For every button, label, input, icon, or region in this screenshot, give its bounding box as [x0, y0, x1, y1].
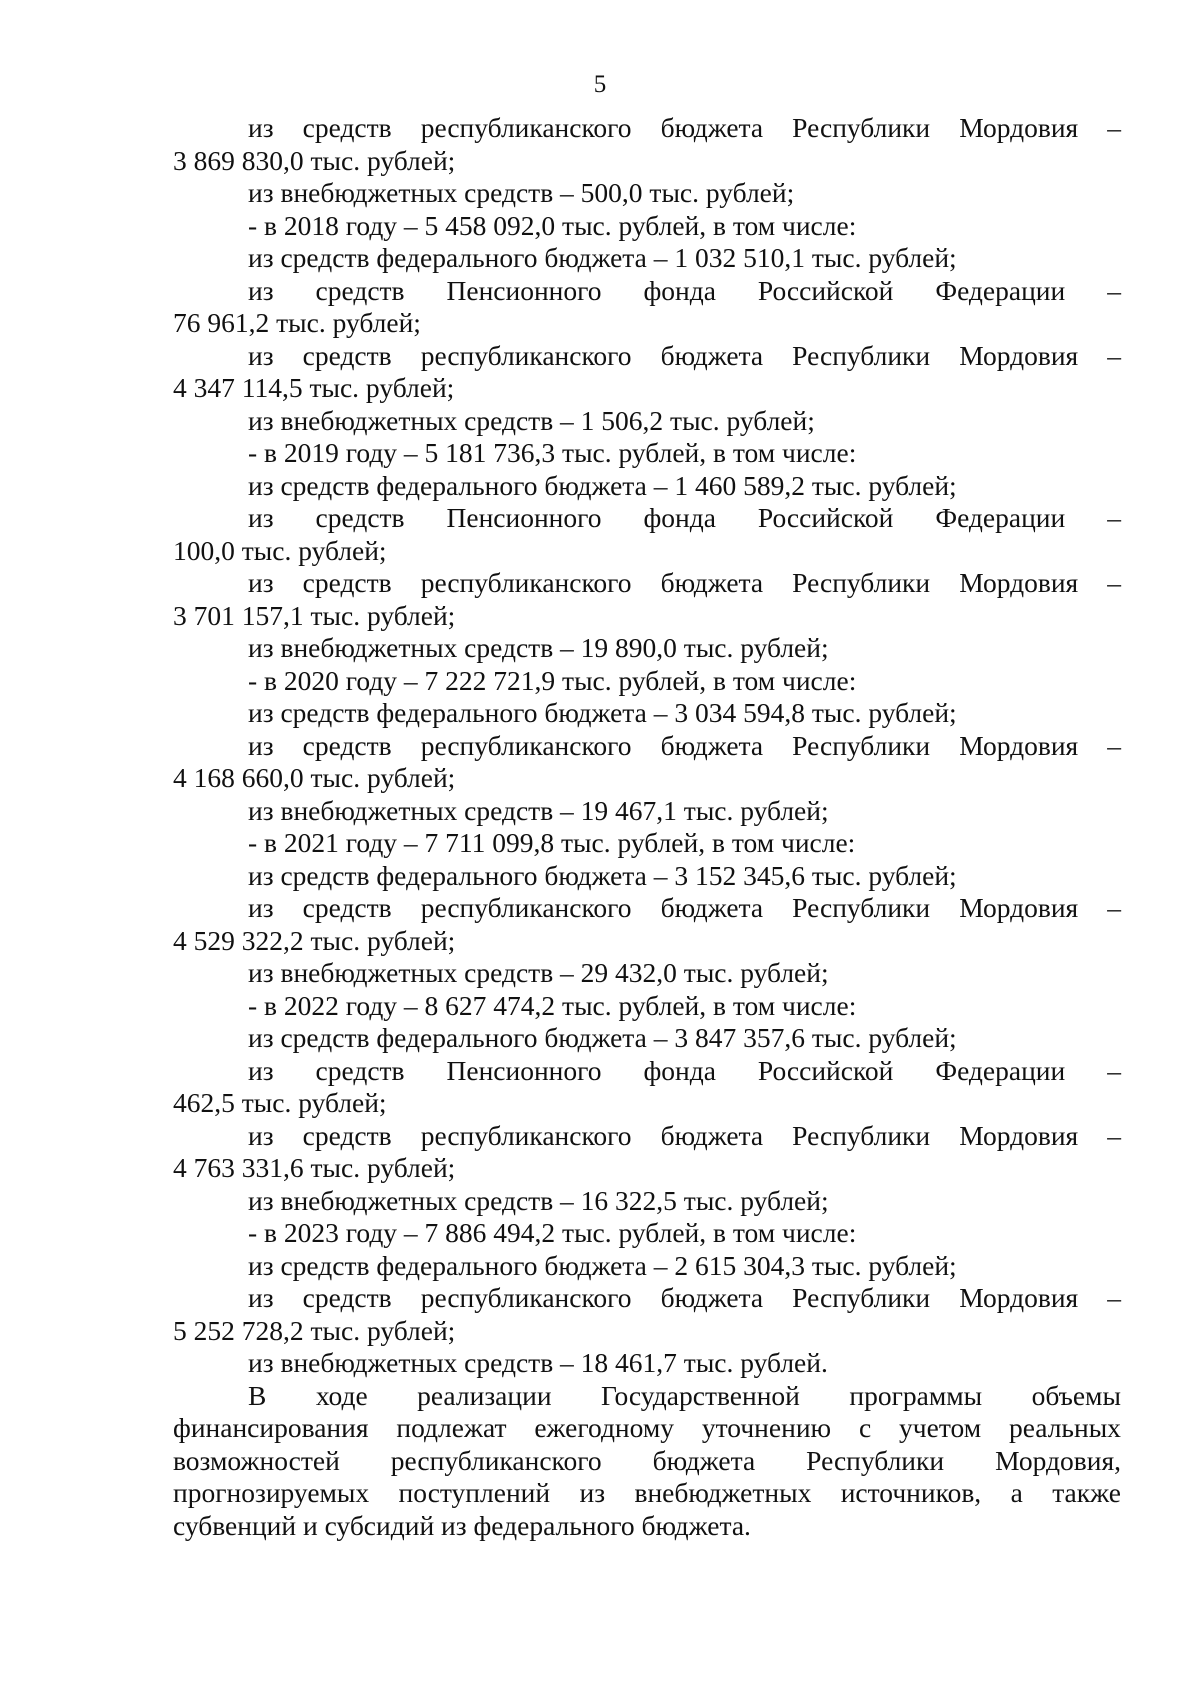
line-word: возможностей: [173, 1444, 340, 1476]
line-text: 76 961,2 тыс. рублей;: [173, 307, 421, 338]
line-word: подлежат: [396, 1412, 507, 1443]
text-line: [173, 665, 1121, 698]
line-text: - в 2023 году – 7 886 494,2 тыс. рублей, в том числе:: [248, 1217, 857, 1248]
line-word: средств: [302, 567, 392, 598]
line-word: –: [1107, 892, 1121, 923]
line-word: фонда: [643, 274, 716, 306]
line-text: 100,0 тыс. рублей;: [173, 534, 387, 566]
text-line: [173, 730, 1121, 763]
line-text: из внебюджетных средств – 29 432,0 тыс. рублей;: [248, 957, 829, 988]
line-text: 4 529 322,2 тыс. рублей;: [173, 924, 456, 956]
text-line: [173, 1315, 1121, 1348]
line-word: средств: [315, 502, 405, 533]
line-word: –: [1107, 1119, 1121, 1151]
line-word: из: [248, 729, 274, 761]
line-word: Мордовия: [959, 567, 1079, 598]
line-word: реализации: [417, 1379, 552, 1411]
line-text: 3 701 157,1 тыс. рублей;: [173, 599, 456, 631]
line-word: из: [248, 1054, 274, 1086]
line-word: Федерации: [935, 502, 1066, 533]
text-line: [173, 1217, 1121, 1250]
line-text: из внебюджетных средств – 500,0 тыс. рублей;: [248, 177, 795, 208]
line-word: –: [1107, 502, 1121, 533]
text-line: [173, 307, 1121, 340]
line-word: из: [248, 339, 274, 371]
line-word: из: [248, 274, 274, 306]
text-line: [173, 957, 1121, 990]
line-word: финансирования: [173, 1412, 369, 1443]
line-word: средств: [315, 1054, 405, 1086]
line-word: –: [1107, 1282, 1121, 1313]
text-line: [173, 340, 1121, 373]
text-line: [173, 1347, 1121, 1380]
text-line: [173, 145, 1121, 178]
line-word: республиканского: [420, 567, 632, 598]
line-word: –: [1107, 729, 1121, 761]
line-word: Республики: [792, 112, 931, 143]
line-word: средств: [302, 112, 392, 143]
line-word: объемы: [1031, 1379, 1121, 1411]
line-text: - в 2021 году – 7 711 099,8 тыс. рублей, в том числе:: [248, 827, 856, 858]
line-word: из: [248, 892, 274, 923]
line-word: В: [248, 1379, 267, 1411]
line-word: фонда: [643, 502, 716, 533]
line-word: из: [248, 567, 274, 598]
line-word: прогнозируемых: [173, 1477, 370, 1508]
line-word: –: [1107, 1054, 1121, 1086]
text-line: [173, 860, 1121, 893]
text-line: [173, 502, 1121, 535]
line-word: из: [248, 1119, 274, 1151]
line-text: из внебюджетных средств – 1 506,2 тыс. рублей;: [248, 404, 815, 436]
line-word: средств: [302, 339, 392, 371]
text-line: [173, 1380, 1121, 1413]
text-line: [173, 535, 1121, 568]
line-word: Мордовия: [959, 729, 1079, 761]
line-text: из внебюджетных средств – 18 461,7 тыс. рублей.: [248, 1347, 828, 1378]
line-word: из: [248, 502, 274, 533]
line-word: ежегодному: [534, 1412, 675, 1443]
line-word: поступлений: [398, 1477, 551, 1508]
line-text: 4 347 114,5 тыс. рублей;: [173, 372, 455, 403]
line-word: Российской: [757, 1054, 894, 1086]
text-line: [173, 600, 1121, 633]
line-word: бюджета: [660, 1282, 764, 1313]
line-word: из: [248, 1282, 274, 1313]
line-word: –: [1107, 339, 1121, 371]
line-word: Пенсионного: [446, 274, 602, 306]
text-line: [173, 112, 1121, 145]
text-line: [173, 795, 1121, 828]
line-word: средств: [302, 1119, 392, 1151]
line-word: Пенсионного: [446, 1054, 602, 1086]
line-word: Мордовия: [959, 339, 1079, 371]
line-text: 4 763 331,6 тыс. рублей;: [173, 1152, 456, 1183]
text-line: [173, 210, 1121, 243]
line-text: из внебюджетных средств – 19 890,0 тыс. рублей;: [248, 632, 829, 663]
line-word: Республики: [792, 1282, 931, 1313]
text-line: [173, 1055, 1121, 1088]
line-word: средств: [302, 1282, 392, 1313]
line-text: из средств федерального бюджета – 3 847 357,6 тыс. рублей;: [248, 1022, 957, 1053]
text-line: [173, 1022, 1121, 1055]
text-line: [173, 1282, 1121, 1315]
line-word: Пенсионного: [446, 502, 602, 533]
text-line: [173, 697, 1121, 730]
line-word: республиканского: [420, 339, 632, 371]
line-word: Республики: [792, 892, 931, 923]
text-line: [173, 925, 1121, 958]
line-word: Республики: [792, 729, 931, 761]
line-word: республиканского: [390, 1444, 602, 1476]
line-word: учетом: [899, 1412, 982, 1443]
line-text: 5 252 728,2 тыс. рублей;: [173, 1314, 456, 1346]
text-line: [173, 1120, 1121, 1153]
line-word: средств: [302, 892, 392, 923]
text-line: [173, 470, 1121, 503]
text-line: [173, 1185, 1121, 1218]
text-line: [173, 567, 1121, 600]
line-word: Республики: [806, 1444, 945, 1476]
text-line: [173, 762, 1121, 795]
line-word: республиканского: [420, 729, 632, 761]
text-line: [173, 372, 1121, 405]
line-word: из: [579, 1477, 606, 1508]
line-word: республиканского: [420, 892, 632, 923]
text-line: [173, 437, 1121, 470]
text-line: [173, 275, 1121, 308]
line-text: - в 2022 году – 8 627 474,2 тыс. рублей, в том числе:: [248, 989, 857, 1021]
text-line: [173, 405, 1121, 438]
line-word: –: [1107, 567, 1121, 598]
line-word: Республики: [792, 1119, 931, 1151]
line-word: Российской: [757, 274, 894, 306]
line-word: –: [1107, 274, 1121, 306]
document-body: [173, 112, 1121, 1542]
text-line: [173, 1250, 1121, 1283]
line-word: Мордовия: [959, 892, 1079, 923]
line-word: также: [1052, 1477, 1121, 1508]
line-text: из внебюджетных средств – 16 322,5 тыс. рублей;: [248, 1184, 829, 1216]
text-line: [173, 632, 1121, 665]
line-text: - в 2020 году – 7 222 721,9 тыс. рублей, в том числе:: [248, 664, 857, 696]
text-line: [173, 1412, 1121, 1445]
line-text: - в 2019 году – 5 181 736,3 тыс. рублей, в том числе:: [248, 437, 857, 468]
line-word: источников,: [840, 1477, 982, 1508]
line-word: Государственной: [601, 1379, 800, 1411]
line-word: внебюджетных: [634, 1477, 812, 1508]
line-word: Федерации: [935, 274, 1066, 306]
page-number: 5: [593, 71, 607, 98]
line-text: из средств федерального бюджета – 3 034 594,8 тыс. рублей;: [248, 697, 957, 728]
text-line: [173, 990, 1121, 1023]
line-word: республиканского: [420, 1119, 632, 1151]
line-word: республиканского: [420, 1282, 632, 1313]
line-text: 3 869 830,0 тыс. рублей;: [173, 144, 456, 176]
text-line: [173, 177, 1121, 210]
line-word: а: [1010, 1477, 1023, 1508]
line-word: Мордовия: [959, 112, 1079, 143]
line-word: бюджета: [660, 112, 764, 143]
line-word: программы: [849, 1379, 983, 1411]
line-word: Республики: [792, 339, 931, 371]
line-word: Мордовия: [959, 1119, 1079, 1151]
line-text: из средств федерального бюджета – 3 152 345,6 тыс. рублей;: [248, 859, 957, 891]
text-line: [173, 1152, 1121, 1185]
line-word: с: [858, 1412, 872, 1443]
line-word: Мордовия: [959, 1282, 1079, 1313]
text-line: [173, 242, 1121, 275]
line-text: - в 2018 году – 5 458 092,0 тыс. рублей, в том числе:: [248, 209, 857, 241]
text-line: [173, 892, 1121, 925]
line-word: фонда: [643, 1054, 716, 1086]
text-line: [173, 1477, 1121, 1510]
line-text: 4 168 660,0 тыс. рублей;: [173, 762, 456, 793]
line-text: из средств федерального бюджета – 1 032 510,1 тыс. рублей;: [248, 242, 957, 273]
text-line: [173, 1510, 1121, 1543]
line-text: из средств федерального бюджета – 1 460 589,2 тыс. рублей;: [248, 469, 957, 501]
line-word: из: [248, 112, 274, 143]
line-word: бюджета: [660, 339, 764, 371]
line-word: реальных: [1008, 1412, 1121, 1443]
line-text: субвенций и субсидий из федерального бюджета.: [173, 1509, 751, 1541]
line-text: 462,5 тыс. рублей;: [173, 1087, 387, 1118]
line-text: из средств федерального бюджета – 2 615 304,3 тыс. рублей;: [248, 1249, 957, 1281]
line-word: республиканского: [420, 112, 632, 143]
line-word: Российской: [757, 502, 894, 533]
line-word: Республики: [792, 567, 931, 598]
line-word: бюджета: [660, 567, 764, 598]
line-word: ходе: [315, 1379, 368, 1411]
line-word: бюджета: [660, 729, 764, 761]
line-word: средств: [302, 729, 392, 761]
line-word: –: [1107, 112, 1121, 143]
text-line: [173, 1087, 1121, 1120]
line-word: бюджета: [652, 1444, 756, 1476]
line-word: Федерации: [935, 1054, 1066, 1086]
line-word: уточнению: [701, 1412, 832, 1443]
line-word: бюджета: [660, 1119, 764, 1151]
text-line: [173, 827, 1121, 860]
text-line: [173, 1445, 1121, 1478]
line-word: Мордовия,: [995, 1444, 1121, 1476]
line-word: бюджета: [660, 892, 764, 923]
line-text: из внебюджетных средств – 19 467,1 тыс. рублей;: [248, 794, 829, 826]
line-word: средств: [315, 274, 405, 306]
